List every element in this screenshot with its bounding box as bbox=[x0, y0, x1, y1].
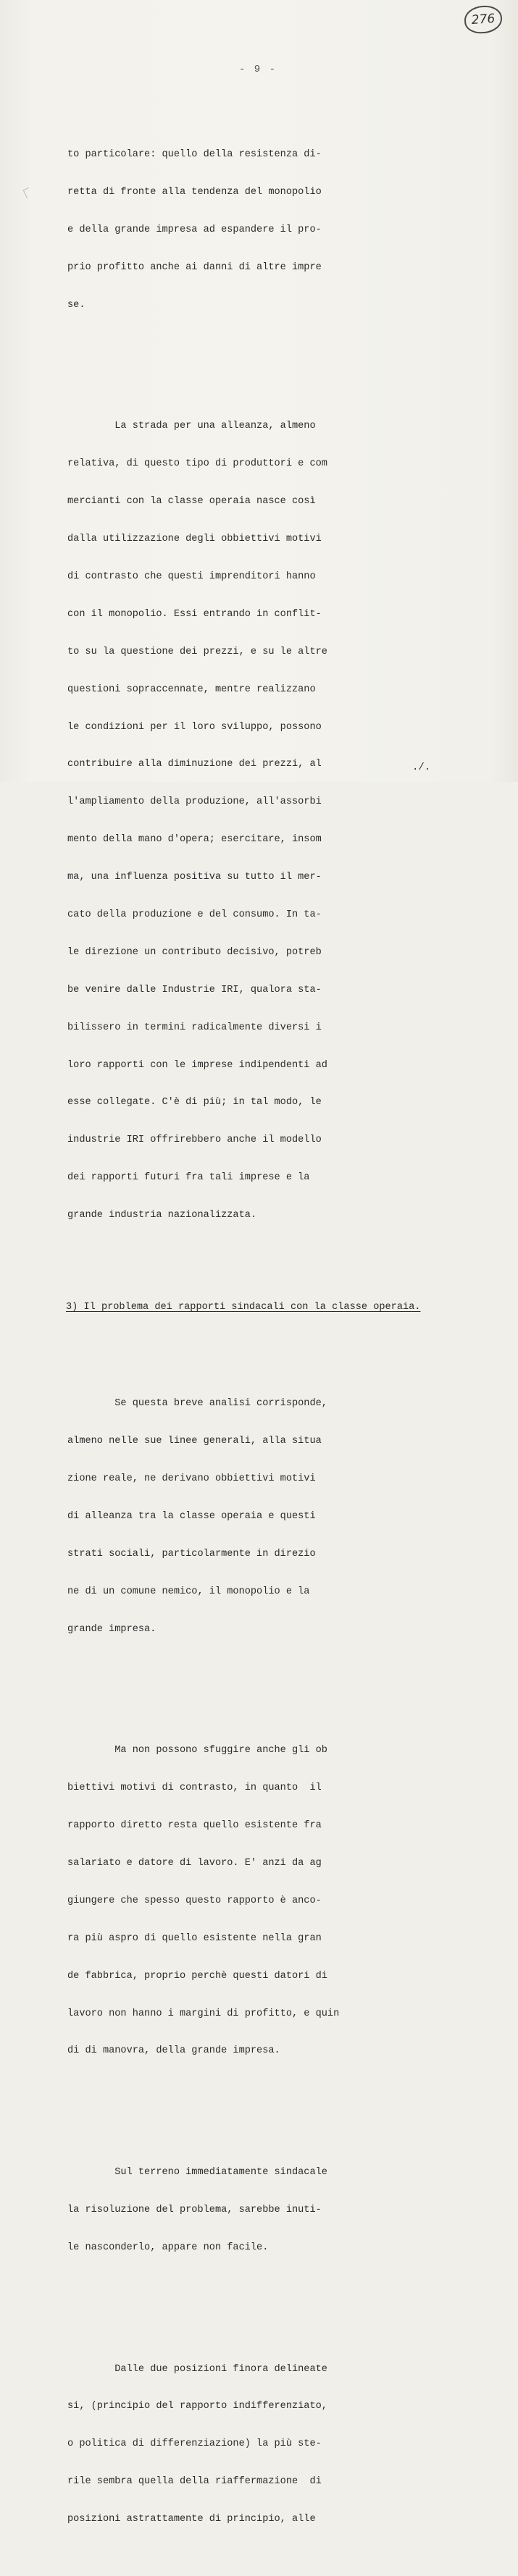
text-line: di contrasto che questi imprenditori hanno bbox=[67, 571, 316, 582]
page-number: - 9 - bbox=[239, 64, 277, 75]
text-line: rapporto diretto resta quello esistente fra bbox=[67, 1820, 322, 1832]
text-line: Sul terreno immediatamente sindacale bbox=[67, 2167, 327, 2179]
text-line: cato della produzione e del consumo. In ta- bbox=[67, 909, 322, 920]
text-line: ne di un comune nemico, il monopolio e la bbox=[67, 1586, 310, 1597]
text-line: rile sembra quella della riaffermazione di bbox=[67, 2476, 322, 2488]
text-line: prio profitto anche ai danni di altre impre bbox=[67, 261, 322, 273]
text-line: le condizioni per il loro sviluppo, possono bbox=[67, 721, 322, 733]
text-line: dalla utilizzazione degli obbiettivi motivi bbox=[67, 534, 322, 545]
margin-mark bbox=[23, 188, 33, 199]
text-line: e della grande impresa ad espandere il pro- bbox=[67, 224, 322, 235]
text-line: questioni sopraccennate, mentre realizzano bbox=[67, 683, 316, 695]
text-line: Se questa breve analisi corrisponde, bbox=[67, 1398, 327, 1410]
text-line: l'ampliamento della produzione, all'assorbi bbox=[67, 796, 322, 808]
text-line: relativa, di questo tipo di produttori e com bbox=[67, 458, 327, 470]
text-line: ra più aspro di quello esistente nella gran bbox=[67, 1932, 322, 1944]
text-line: esse collegate. C'è di più; in tal modo, le bbox=[67, 1097, 322, 1108]
text-line: le direzione un contributo decisivo, potreb bbox=[67, 946, 322, 958]
continuation-mark: ./. bbox=[412, 762, 431, 773]
text-line: grande industria nazionalizzata. bbox=[67, 1210, 257, 1221]
archive-stamp-number: 276 bbox=[464, 4, 504, 35]
text-line: industrie IRI offrirebbero anche il modello bbox=[67, 1135, 322, 1146]
text-line: Ma non possono sfuggire anche gli ob bbox=[67, 1745, 327, 1756]
text-line: mercianti con la classe operaia nasce così bbox=[67, 496, 316, 508]
text-line: bilissero in termini radicalmente diversi i bbox=[67, 1022, 322, 1033]
paragraph-4 bbox=[67, 1720, 459, 2083]
text-line: contribuire alla diminuzione dei prezzi, al bbox=[67, 759, 322, 770]
text-line: Dalle due posizioni finora delineate bbox=[67, 2363, 327, 2375]
text-line: be venire dalle Industrie IRI, qualora sta- bbox=[67, 984, 322, 996]
paragraph-1 bbox=[67, 124, 459, 337]
text-line: to particolare: quello della resistenza di- bbox=[67, 149, 322, 161]
text-line: retta di fronte alla tendenza del monopolio bbox=[67, 187, 322, 198]
text-line: di alleanza tra la classe operaia e questi bbox=[67, 1510, 316, 1522]
text-line: strati sociali, particolarmente in direzio bbox=[67, 1548, 316, 1560]
paragraph-5 bbox=[67, 2142, 459, 2279]
text-line: dei rapporti futuri fra tali imprese e la bbox=[67, 1172, 310, 1184]
text-line: de fabbrica, proprio perchè questi datori di bbox=[67, 1970, 327, 1982]
text-line: o politica di differenziazione) la più ste- bbox=[67, 2438, 322, 2450]
text-line: di di manovra, della grande impresa. bbox=[67, 2045, 280, 2057]
text-line: salariato e datore di lavoro. E' anzi da ag bbox=[67, 1857, 322, 1869]
text-line: zione reale, ne derivano obbiettivi motivi bbox=[67, 1473, 316, 1485]
text-line: giungere che spesso questo rapporto è anco- bbox=[67, 1895, 322, 1906]
body-text bbox=[67, 98, 459, 2576]
text-line: si, (principio del rapporto indifferenziato, bbox=[67, 2401, 327, 2412]
text-line: grande impresa. bbox=[67, 1623, 156, 1635]
section-heading: 3) Il problema dei rapporti sindacali con la classe operaia. bbox=[66, 1302, 421, 1313]
text-line: con il monopolio. Essi entrando in conflit- bbox=[67, 608, 322, 620]
text-line: ma, una influenza positiva su tutto il mer- bbox=[67, 872, 322, 883]
text-line: posizioni astrattamente di principio, alle bbox=[67, 2514, 316, 2525]
paragraph-2 bbox=[67, 395, 459, 1247]
text-line: almeno nelle sue linee generali, alla situa bbox=[67, 1436, 322, 1447]
paragraph-3 bbox=[67, 1373, 459, 1661]
paragraph-6 bbox=[67, 2338, 459, 2551]
text-line: se. bbox=[67, 299, 85, 311]
text-line: lavoro non hanno i margini di profitto, e quin bbox=[67, 2008, 340, 2019]
text-line: loro rapporti con le imprese indipendenti ad bbox=[67, 1059, 327, 1071]
text-line: La strada per una alleanza, almeno bbox=[67, 421, 316, 432]
text-line: biettivi motivi di contrasto, in quanto il bbox=[67, 1782, 322, 1794]
text-line: to su la questione dei prezzi, e su le altre bbox=[67, 646, 327, 657]
text-line: mento della mano d'opera; esercitare, insom bbox=[67, 834, 322, 846]
text-line: le nasconderlo, appare non facile. bbox=[67, 2242, 269, 2253]
text-line: la risoluzione del problema, sarebbe inuti- bbox=[67, 2204, 322, 2215]
